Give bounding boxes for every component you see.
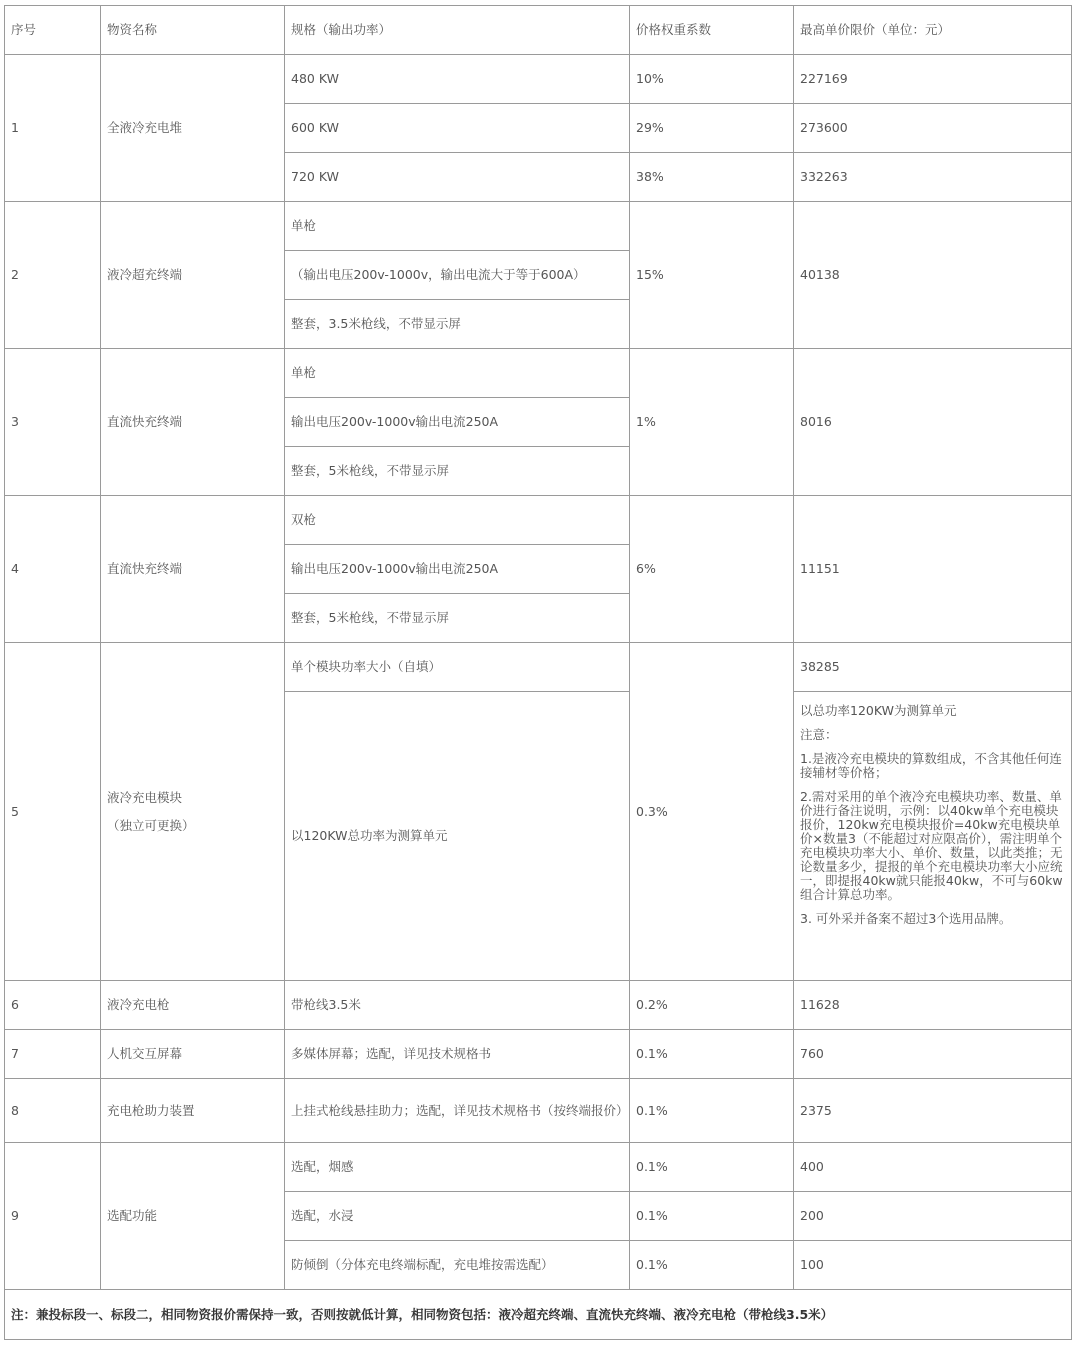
row-name: 液冷充电枪 — [101, 981, 285, 1030]
row-spec: 带枪线3.5米 — [285, 981, 630, 1030]
row-name: 人机交互屏幕 — [101, 1030, 285, 1079]
header-price: 最高单价限价（单位：元） — [794, 6, 1072, 55]
row-price: 8016 — [794, 349, 1072, 496]
row-spec: 选配，水浸 — [285, 1192, 630, 1241]
row-spec: 单个模块功率大小（自填） — [285, 643, 630, 692]
table-row — [5, 55, 1072, 104]
row-spec: 双枪 — [285, 496, 630, 545]
row-spec: 输出电压200v-1000v输出电流250A — [285, 398, 630, 447]
row-name-cell — [101, 643, 285, 981]
row-no: 5 — [5, 643, 101, 981]
note-line: 注意： — [800, 727, 838, 742]
row-no: 7 — [5, 1030, 101, 1079]
row-price-note — [794, 692, 1072, 981]
row-weight: 1% — [630, 349, 794, 496]
table-header-row — [5, 6, 1072, 55]
table-row — [5, 349, 1072, 398]
row-name: 充电枪助力装置 — [101, 1079, 285, 1143]
row-weight: 15% — [630, 202, 794, 349]
footnote: 注：兼投标段一、标段二，相同物资报价需保持一致，否则按就低计算，相同物资包括：液冷超充终端、直流快充终端、液冷充电枪（带枪线3.5米） — [5, 1290, 1072, 1340]
row-weight: 0.3% — [630, 643, 794, 981]
row-price: 760 — [794, 1030, 1072, 1079]
row-price: 40138 — [794, 202, 1072, 349]
note-line: 以总功率120KW为测算单元 — [800, 703, 957, 718]
row-price: 273600 — [794, 104, 1072, 153]
note-line: 1.是液冷充电模块的算数组成，不含其他任何连接辅材等价格； — [800, 751, 1062, 780]
price-limit-table — [4, 5, 1072, 1340]
row-spec: 整套，3.5米枪线，不带显示屏 — [285, 300, 630, 349]
row-spec: （输出电压200v-1000v，输出电流大于等于600A） — [285, 251, 630, 300]
row-no: 9 — [5, 1143, 101, 1290]
header-name: 物资名称 — [101, 6, 285, 55]
note-line: 2.需对采用的单个液冷充电模块功率、数量、单价进行备注说明，示例：以40kw单个充电模块报价，120kw充电模块报价=40kw充电模块单价×数量3（不能超过对应限高价），需注明单个充电模块功率大小、单价、数量，以此类推；无论数量多少，提报的单个充电模块功率大小应统一，即提报40kw就只能报40kw，不可与60kw组合计算总功率。 — [800, 789, 1063, 902]
row-name-sub: （独立可更换） — [107, 817, 195, 833]
note-line: 3. 可外采并备案不超过3个选用品牌。 — [800, 911, 1012, 926]
row-weight: 0.2% — [630, 981, 794, 1030]
row-no: 4 — [5, 496, 101, 643]
row-price: 200 — [794, 1192, 1072, 1241]
row-weight: 29% — [630, 104, 794, 153]
row-no: 1 — [5, 55, 101, 202]
row-spec: 整套，5米枪线，不带显示屏 — [285, 594, 630, 643]
row-spec: 多媒体屏幕；选配，详见技术规格书 — [285, 1030, 630, 1079]
row-price: 227169 — [794, 55, 1072, 104]
row-spec: 整套，5米枪线，不带显示屏 — [285, 447, 630, 496]
table-row — [5, 1030, 1072, 1079]
row-name: 液冷充电模块 — [107, 789, 183, 805]
row-spec: 输出电压200v-1000v输出电流250A — [285, 545, 630, 594]
table-row — [5, 643, 1072, 692]
header-no: 序号 — [5, 6, 101, 55]
header-spec: 规格（输出功率） — [285, 6, 630, 55]
row-name: 全液冷充电堆 — [101, 55, 285, 202]
row-weight: 0.1% — [630, 1241, 794, 1290]
table-row — [5, 1079, 1072, 1143]
footnote-row — [5, 1290, 1072, 1340]
row-price: 38285 — [794, 643, 1072, 692]
row-name: 直流快充终端 — [101, 349, 285, 496]
row-weight: 38% — [630, 153, 794, 202]
row-no: 2 — [5, 202, 101, 349]
price-table-container — [4, 5, 1071, 1340]
row-weight: 10% — [630, 55, 794, 104]
row-spec: 600 KW — [285, 104, 630, 153]
row-weight: 0.1% — [630, 1192, 794, 1241]
row-spec: 以120KW总功率为测算单元 — [285, 692, 630, 981]
row-spec: 上挂式枪线悬挂助力；选配，详见技术规格书（按终端报价） — [285, 1079, 630, 1143]
row-price: 100 — [794, 1241, 1072, 1290]
row-spec: 480 KW — [285, 55, 630, 104]
row-spec: 720 KW — [285, 153, 630, 202]
row-price: 11151 — [794, 496, 1072, 643]
header-weight: 价格权重系数 — [630, 6, 794, 55]
table-row — [5, 981, 1072, 1030]
table-row — [5, 1143, 1072, 1192]
table-row — [5, 202, 1072, 251]
row-price: 332263 — [794, 153, 1072, 202]
row-no: 3 — [5, 349, 101, 496]
row-price: 2375 — [794, 1079, 1072, 1143]
row-no: 6 — [5, 981, 101, 1030]
table-row — [5, 496, 1072, 545]
row-name: 选配功能 — [101, 1143, 285, 1290]
row-price: 11628 — [794, 981, 1072, 1030]
row-spec: 防倾倒（分体充电终端标配，充电堆按需选配） — [285, 1241, 630, 1290]
row-weight: 0.1% — [630, 1030, 794, 1079]
row-name: 直流快充终端 — [101, 496, 285, 643]
row-price: 400 — [794, 1143, 1072, 1192]
row-weight: 0.1% — [630, 1079, 794, 1143]
row-spec: 选配，烟感 — [285, 1143, 630, 1192]
row-weight: 0.1% — [630, 1143, 794, 1192]
row-spec: 单枪 — [285, 349, 630, 398]
row-spec: 单枪 — [285, 202, 630, 251]
row-no: 8 — [5, 1079, 101, 1143]
row-name: 液冷超充终端 — [101, 202, 285, 349]
row-weight: 6% — [630, 496, 794, 643]
